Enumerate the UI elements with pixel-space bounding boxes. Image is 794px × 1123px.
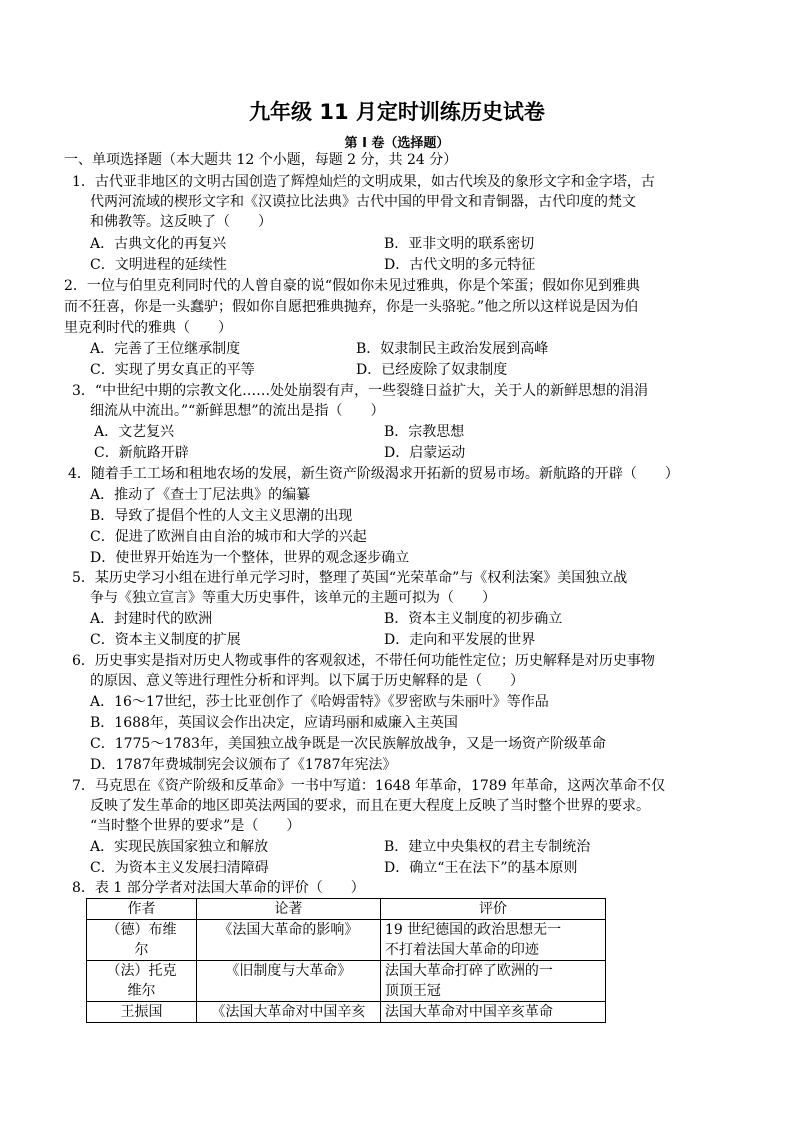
option-c[interactable]: C．资本主义制度的扩展 [90,632,241,648]
evaluation-cell: 法国大革命对中国辛亥革命 [380,1002,605,1023]
option-c[interactable]: C．新航路开辟 [94,445,189,461]
question-line: 争与《独立宣言》等重大历史事件，该单元的主题可拟为（ ） [90,590,496,606]
column-header-work: 论著 [196,899,380,920]
question-line: 2．一位与伯里克利同时代的人曾自豪的说“假如你未见过雅典，你是个笨蛋；假如你见到雅典 [64,278,641,294]
question-line: 和佛教等。这反映了（ ） [90,214,272,230]
question-line: 3．“中世纪中期的宗教文化……处处崩裂有声，一些裂缝日益扩大，关于人的新鲜思想的涓涓 [72,383,649,399]
question-line: 7．马克思在《资产阶级和反革命》一书中写道：1648 年革命，1789 年革命，这两次革命不仅 [72,778,666,794]
question-line: 1．古代亚非地区的文明古国创造了辉煌灿烂的文明成果，如古代埃及的象形文字和金字塔，古 [72,174,655,190]
option-a[interactable]: A．封建时代的欧洲 [90,611,213,627]
question-line: 里克利时代的雅典（ ） [64,320,232,336]
option-a[interactable]: A．实现民族国家独立和解放 [90,839,269,855]
evaluation-cell [380,920,605,961]
table-row [87,961,606,1002]
column-header-author: 作者 [87,899,197,920]
author-line: （德）布维 [106,922,177,938]
option-d[interactable]: D．古代文明的多元特征 [384,257,536,273]
option-c[interactable]: C．为资本主义发展扫清障碍 [90,860,269,876]
evaluation-line: 顶顶王冠 [384,983,441,999]
option-b[interactable]: B．建立中央集权的君主专制统治 [384,839,591,855]
option-c[interactable]: C．文明进程的延续性 [90,257,227,273]
work-cell: 《法国大革命的影响》 [196,920,380,961]
author-line: 尔 [134,942,149,958]
option-d[interactable]: D．启蒙运动 [384,445,466,461]
section-heading: 一、单项选择题（本大题共 12 个小题，每题 2 分，共 24 分） [64,152,458,168]
evaluation-table [86,898,606,1023]
table-row [87,920,606,961]
author-line: 维尔 [127,983,156,999]
option-d[interactable]: D．确立“王在法下”的基本原则 [384,860,578,876]
author-line: （法）托克 [106,963,177,979]
question-line: 6．历史事实是指对历史人物或事件的客观叙述，不带任何功能性定位；历史解释是对历史事物 [72,653,655,669]
work-cell: 《法国大革命对中国辛亥 [196,1002,380,1023]
question-line: 细流从中流出。”“新鲜思想”的流出是指（ ） [90,403,385,419]
question-line: 的原因、意义等进行理性分析和评判。以下属于历史解释的是（ ） [90,673,524,689]
question-line: 4．随着手工工场和租地农场的发展，新生资产阶级渴求开拓新的贸易市场。新航路的开辟（ ） [68,466,679,482]
option-b[interactable]: B．奴隶制民主政治发展到高峰 [356,341,549,357]
question-line: 而不狂喜，你是一头蠢驴；假如你自愿把雅典抛弃，你是一头骆驼。”他之所以这样说是因为伯 [64,299,639,315]
option-a[interactable]: A．古典文化的再复兴 [90,236,227,252]
option-a[interactable]: A．推动了《查士丁尼法典》的编纂 [90,487,311,503]
option-c[interactable]: C．促进了欧洲自由自治的城市和大学的兴起 [90,529,367,545]
option-d[interactable]: D．已经废除了奴隶制度 [356,362,508,378]
evaluation-line: 法国大革命打碎了欧洲的一 [384,963,553,979]
question-line: 代两河流域的楔形文字和《汉谟拉比法典》古代中国的甲骨文和青铜器，古代印度的梵文 [90,194,636,210]
question-line: 反映了发生革命的地区即英法两国的要求，而且在更大程度上反映了当时整个世界的要求。 [90,798,650,814]
author-cell [87,920,197,961]
option-a[interactable]: A．文艺复兴 [94,424,175,440]
question-line: 8．表 1 部分学者对法国大革命的评价（ ） [72,880,365,896]
option-b[interactable]: B．资本主义制度的初步确立 [384,611,563,627]
page-title: 九年级 11 月定时训练历史试卷 [249,100,545,124]
option-d[interactable]: D．1787年费城制宪会议颁布了《1787年宪法》 [90,757,397,773]
option-b[interactable]: B．亚非文明的联系密切 [384,236,535,252]
option-c[interactable]: C．实现了男女真正的平等 [90,362,255,378]
section-subtitle: 第 I 卷（选择题） [344,136,450,151]
option-b[interactable]: B．1688年，英国议会作出决定，应请玛丽和威廉入主英国 [90,715,458,731]
evaluation-line: 不打着法国大革命的印迹 [384,942,539,958]
evaluation-line: 19 世纪德国的政治思想无一 [384,922,562,938]
question-line: 5．某历史学习小组在进行单元学习时，整理了英国“光荣革命”与《权利法案》美国独立战 [72,570,628,586]
table-header-row [87,899,606,920]
option-a[interactable]: A．完善了王位继承制度 [90,341,241,357]
author-cell: 王振国 [87,1002,197,1023]
option-d[interactable]: D．走向和平发展的世界 [384,632,536,648]
question-line: “当时整个世界的要求”是（ ） [90,818,301,834]
option-c[interactable]: C．1775～1783年，美国独立战争既是一次民族解放战争，又是一场资产阶级革命 [90,736,606,752]
work-cell: 《旧制度与大革命》 [196,961,380,1002]
author-cell [87,961,197,1002]
option-b[interactable]: B．导致了提倡个性的人文主义思潮的出现 [90,508,353,524]
column-header-evaluation: 评价 [380,899,605,920]
option-d[interactable]: D．使世界开始连为一个整体，世界的观念逐步确立 [90,550,410,566]
option-b[interactable]: B．宗教思想 [384,424,465,440]
evaluation-cell [380,961,605,1002]
option-a[interactable]: A．16～17世纪，莎士比亚创作了《哈姆雷特》《罗密欧与朱丽叶》等作品 [90,694,549,710]
table-row [87,1002,606,1023]
